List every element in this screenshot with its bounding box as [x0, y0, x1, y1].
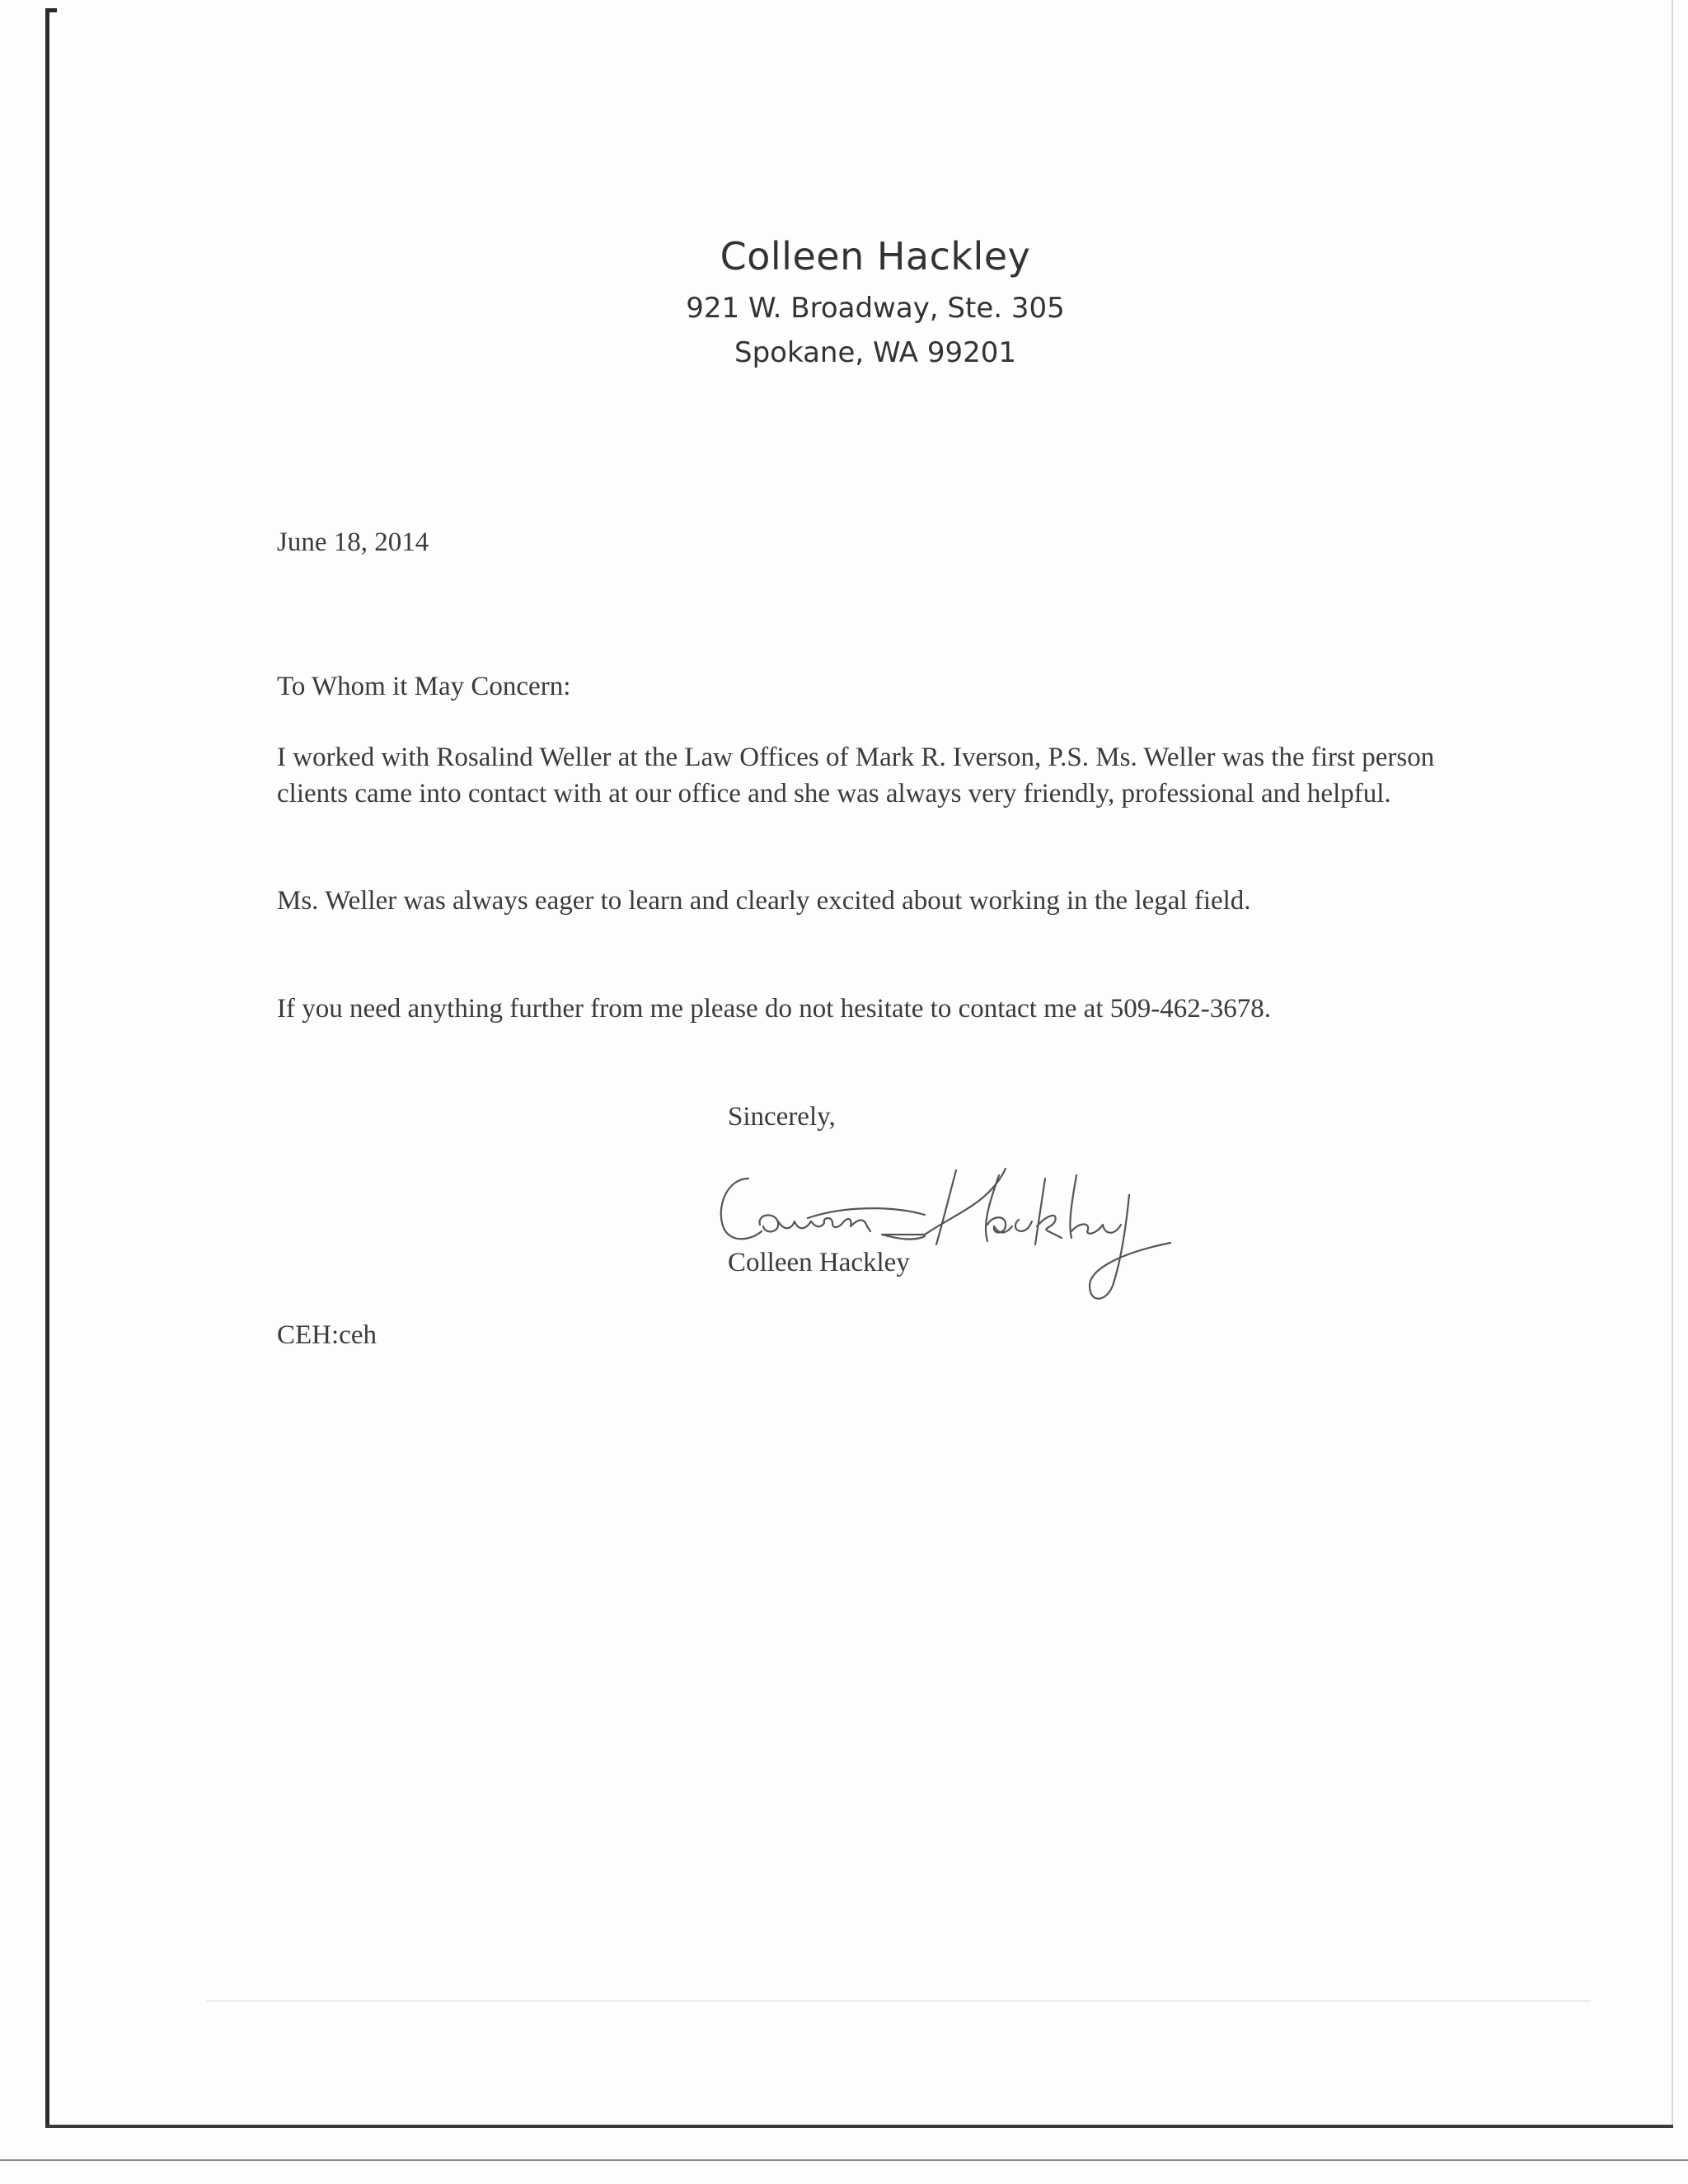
scan-edge-bottom-outer	[0, 2159, 1688, 2161]
handwritten-signature	[709, 1146, 1236, 1310]
reference-initials: CEH:ceh	[277, 1320, 377, 1350]
letter-paragraph: Ms. Weller was always eager to learn and clearly excited about working in the legal field.	[277, 886, 1251, 916]
letterhead-address-line2: Spokane, WA 99201	[734, 336, 1016, 369]
letterhead-name: Colleen Hackley	[720, 234, 1031, 279]
signer-name: Colleen Hackley	[728, 1248, 910, 1277]
letter-date: June 18, 2014	[277, 527, 429, 557]
letterhead	[0, 227, 1688, 375]
letter-closing: Sincerely,	[728, 1102, 836, 1132]
letter-paragraph: If you need anything further from me please do not hesitate to contact me at 509-462-3678.	[277, 994, 1271, 1024]
scan-edge-bottom	[45, 2125, 1673, 2128]
letter-salutation: To Whom it May Concern:	[277, 672, 571, 701]
letter-paragraph: I worked with Rosalind Weller at the Law Offices of Mark R. Iverson, P.S. Ms. Weller was the first person clients came into contact with at our office and she was always very friendly, professional and helpful.	[277, 743, 1435, 808]
faint-page-rule	[206, 2000, 1591, 2002]
scan-edge-top	[45, 8, 57, 12]
letterhead-address-line1: 921 W. Broadway, Ste. 305	[686, 292, 1065, 325]
